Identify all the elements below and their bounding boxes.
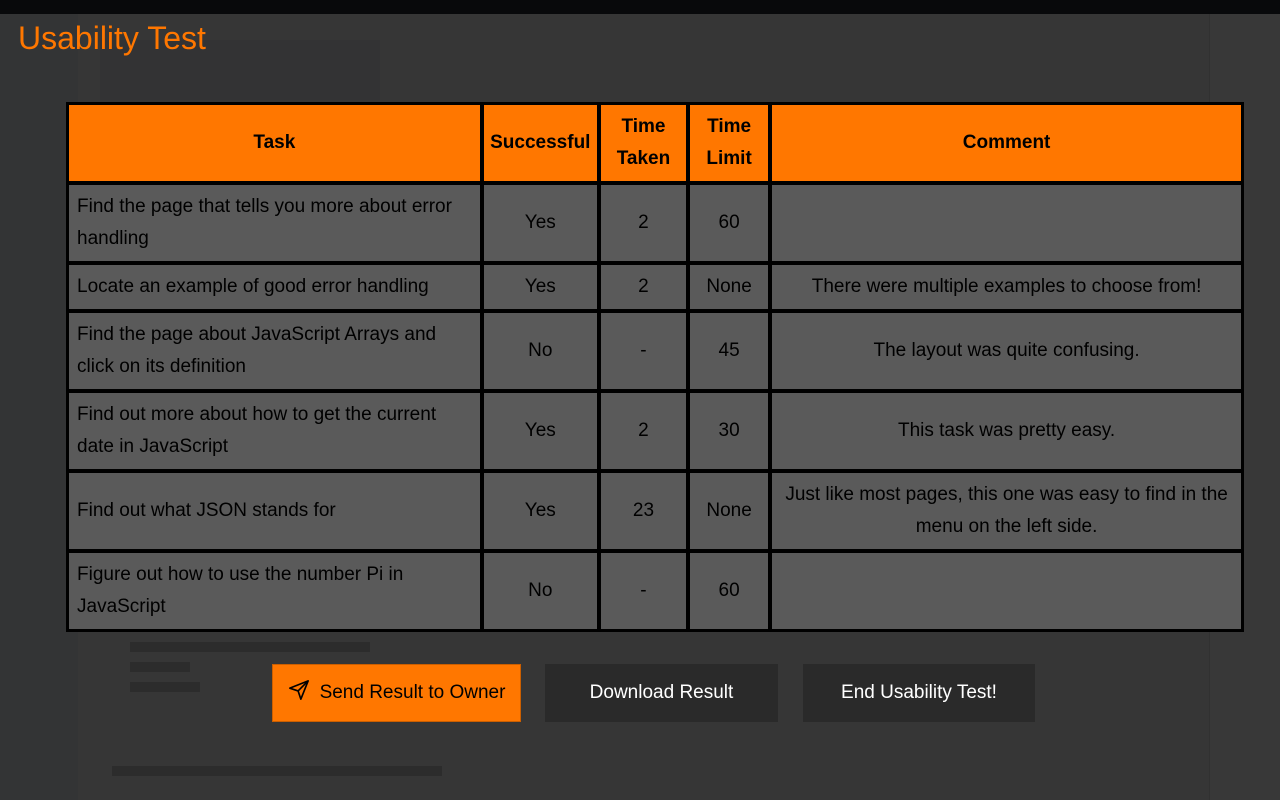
cell-comment: There were multiple examples to choose from! (771, 264, 1242, 310)
cell-successful: No (483, 312, 598, 390)
cell-time-taken: 2 (600, 392, 687, 470)
column-header-time-limit: Time Limit (689, 104, 769, 182)
table-row (68, 184, 1242, 262)
cell-successful: Yes (483, 184, 598, 262)
cell-task: Figure out how to use the number Pi in JavaScript (68, 552, 481, 630)
column-header-comment: Comment (771, 104, 1242, 182)
send-result-label: Send Result to Owner (319, 682, 506, 703)
cell-comment (771, 184, 1242, 262)
download-result-button[interactable]: Download Result (545, 664, 778, 722)
cell-task: Find out what JSON stands for (68, 472, 481, 550)
cell-comment: This task was pretty easy. (771, 392, 1242, 470)
cell-comment: Just like most pages, this one was easy to find in the menu on the left side. (771, 472, 1242, 550)
table-row (68, 552, 1242, 630)
column-header-task: Task (68, 104, 481, 182)
cell-task: Find out more about how to get the current date in JavaScript (68, 392, 481, 470)
column-header-successful: Successful (483, 104, 598, 182)
cell-time-taken: - (600, 312, 687, 390)
cell-successful: Yes (483, 392, 598, 470)
results-table (66, 102, 1244, 632)
page-title: Usability Test (18, 20, 206, 56)
cell-time-limit: 60 (689, 552, 769, 630)
table-row (68, 392, 1242, 470)
cell-task: Find the page about JavaScript Arrays and click on its definition (68, 312, 481, 390)
paper-plane-icon (288, 679, 310, 707)
cell-comment: The layout was quite confusing. (771, 312, 1242, 390)
end-test-button[interactable]: End Usability Test! (803, 664, 1035, 722)
send-result-button[interactable] (272, 664, 521, 722)
cell-successful: No (483, 552, 598, 630)
cell-time-limit: None (689, 264, 769, 310)
table-header-row (68, 104, 1242, 182)
cell-time-taken: 2 (600, 264, 687, 310)
table-row (68, 312, 1242, 390)
cell-time-limit: 60 (689, 184, 769, 262)
cell-time-taken: 23 (600, 472, 687, 550)
cell-comment (771, 552, 1242, 630)
cell-time-limit: 45 (689, 312, 769, 390)
cell-time-limit: 30 (689, 392, 769, 470)
cell-task: Locate an example of good error handling (68, 264, 481, 310)
cell-time-taken: - (600, 552, 687, 630)
table-row (68, 264, 1242, 310)
table-row (68, 472, 1242, 550)
cell-time-taken: 2 (600, 184, 687, 262)
cell-successful: Yes (483, 472, 598, 550)
cell-time-limit: None (689, 472, 769, 550)
column-header-time-taken: Time Taken (600, 104, 687, 182)
cell-successful: Yes (483, 264, 598, 310)
cell-task: Find the page that tells you more about error handling (68, 184, 481, 262)
